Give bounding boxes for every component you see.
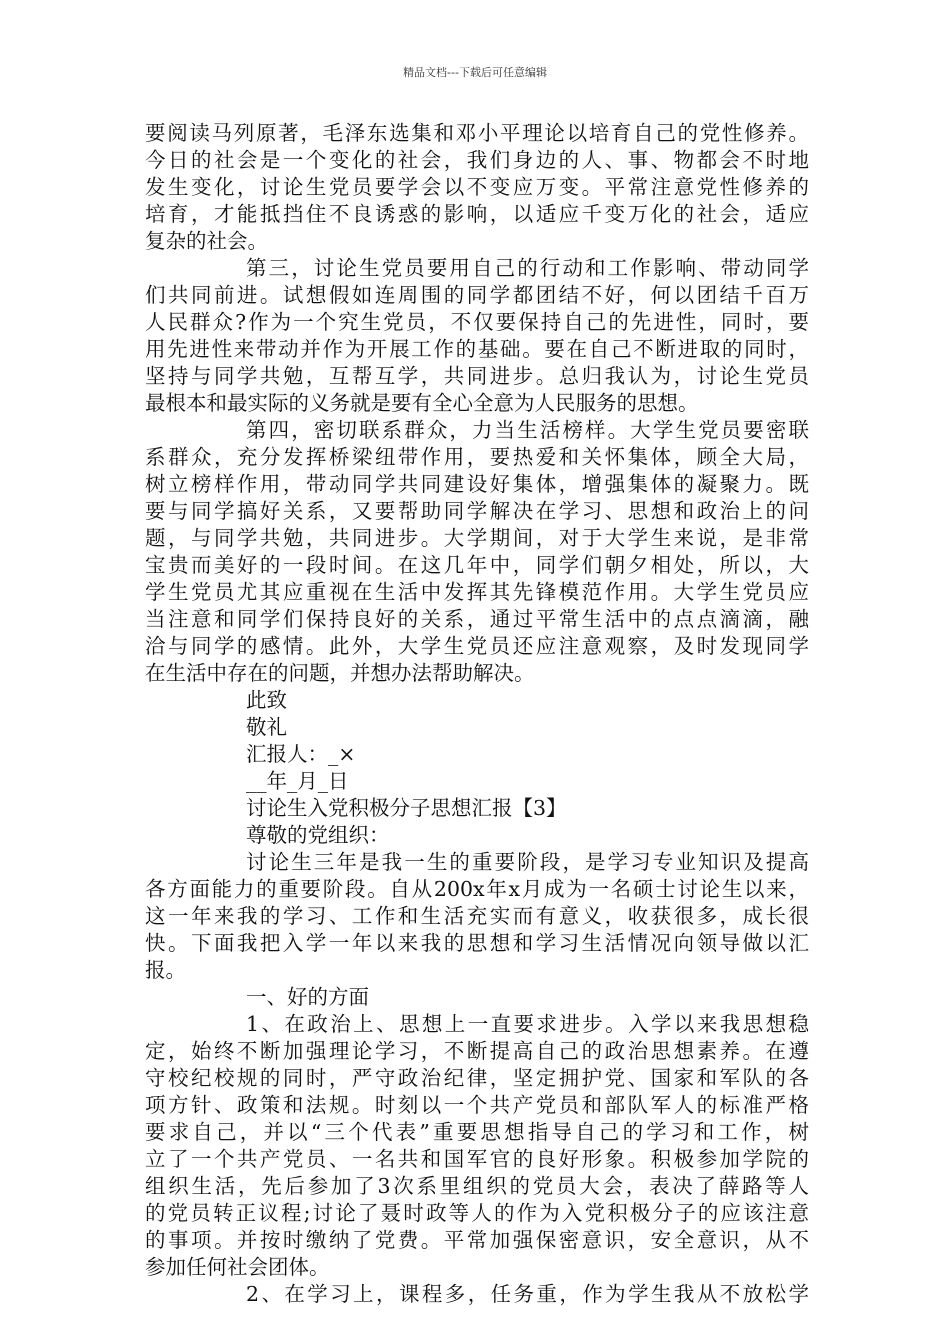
text-line: 这一年来我的学习、工作和生活充实而有意义，收获很多，成长很 <box>145 904 809 928</box>
text-line: 的党员转正议程;讨论了聂时政等人的作为入党积极分子的应该注意 <box>145 1201 809 1225</box>
page-header: 精品文档---下载后可任意编辑 <box>403 66 547 79</box>
text-line: 题，与同学共勉，共同进步。大学期间，对于大学生来说，是非常 <box>145 526 809 550</box>
text-line: 一、好的方面 <box>246 985 369 1009</box>
text-line: 2、在学习上，课程多，任务重，作为学生我从不放松学 <box>246 1282 809 1306</box>
text-line: 汇报人：_× <box>246 742 356 766</box>
text-line: 参加任何社会团体。 <box>145 1255 330 1279</box>
text-line: 发生变化，讨论生党员要学会以不变应万变。平常注意党性修养的 <box>145 175 809 199</box>
text-line: 快。下面我把入学一年以来我的思想和学习生活情况向领导做以汇 <box>145 931 809 955</box>
text-line: 第四，密切联系群众，力当生活榜样。大学生党员要密联 <box>246 418 809 442</box>
text-line: 各方面能力的重要阶段。自从200x年x月成为一名硕士讨论生以来， <box>145 877 809 901</box>
text-line: 组织生活，先后参加了3次系里组织的党员大会，表决了薛路等人 <box>145 1174 809 1198</box>
text-line: 培育，才能抵挡住不良诱惑的影响，以适应千变万化的社会，适应 <box>145 202 809 226</box>
text-line: 学生党员尤其应重视在生活中发挥其先锋模范作用。大学生党员应 <box>145 580 809 604</box>
text-line: 宝贵而美好的一段时间。在这几年中，同学们朝夕相处，所以，大 <box>145 553 809 577</box>
text-line: 坚持与同学共勉，互帮互学，共同进步。总归我认为，讨论生党员 <box>145 364 809 388</box>
text-line: 最根本和最实际的义务就是要有全心全意为人民服务的思想。 <box>145 391 699 415</box>
text-line: 人民群众?作为一个究生党员，不仅要保持自己的先进性，同时，要 <box>145 310 809 334</box>
text-line: 第三，讨论生党员要用自己的行动和工作影响、带动同学 <box>246 256 809 280</box>
text-line: __年_月_日 <box>246 769 349 793</box>
text-line: 要阅读马列原著，毛泽东选集和邓小平理论以培育自己的党性修养。 <box>145 121 809 145</box>
text-line: 定，始终不断加强理论学习，不断提高自己的政治思想素养。在遵 <box>145 1039 809 1063</box>
text-line: 讨论生三年是我一生的重要阶段，是学习专业知识及提高 <box>246 850 809 874</box>
text-line: 复杂的社会。 <box>145 229 268 253</box>
text-line: 报。 <box>145 958 186 982</box>
text-line: 系群众，充分发挥桥梁纽带作用，要热爱和关怀集体，顾全大局， <box>145 445 809 469</box>
text-line: 此致 <box>246 688 287 712</box>
text-line: 尊敬的党组织： <box>246 823 390 847</box>
text-line: 1、在政治上、思想上一直要求进步。入学以来我思想稳 <box>246 1012 809 1036</box>
text-line: 树立榜样作用，带动同学共同建设好集体，增强集体的凝聚力。既 <box>145 472 809 496</box>
document-body <box>145 120 809 1308</box>
text-line: 的事项。并按时缴纳了党费。平常加强保密意识，安全意识，从不 <box>145 1228 809 1252</box>
text-line: 项方针、政策和法规。时刻以一个共产党员和部队军人的标准严格 <box>145 1093 809 1117</box>
text-line: 用先进性来带动并作为开展工作的基础。要在自己不断进取的同时， <box>145 337 809 361</box>
text-line: 当注意和同学们保持良好的关系，通过平常生活中的点点滴滴，融 <box>145 607 809 631</box>
text-line: 讨论生入党积极分子思想汇报【3】 <box>246 796 567 820</box>
text-line: 洽与同学的感情。此外，大学生党员还应注意观察，及时发现同学 <box>145 634 809 658</box>
text-line: 立了一个共产党员、一名共和国军官的良好形象。积极参加学院的 <box>145 1147 809 1171</box>
text-line: 守校纪校规的同时，严守政治纪律，坚定拥护党、国家和军队的各 <box>145 1066 809 1090</box>
text-line: 们共同前进。试想假如连周围的同学都团结不好，何以团结千百万 <box>145 283 809 307</box>
text-line: 要求自己，并以“三个代表”重要思想指导自己的学习和工作，树 <box>145 1120 809 1144</box>
text-line: 今日的社会是一个变化的社会，我们身边的人、事、物都会不时地 <box>145 148 809 172</box>
text-line: 在生活中存在的问题，并想办法帮助解决。 <box>145 661 535 685</box>
text-line: 敬礼 <box>246 715 287 739</box>
text-line: 要与同学搞好关系，又要帮助同学解决在学习、思想和政治上的问 <box>145 499 809 523</box>
